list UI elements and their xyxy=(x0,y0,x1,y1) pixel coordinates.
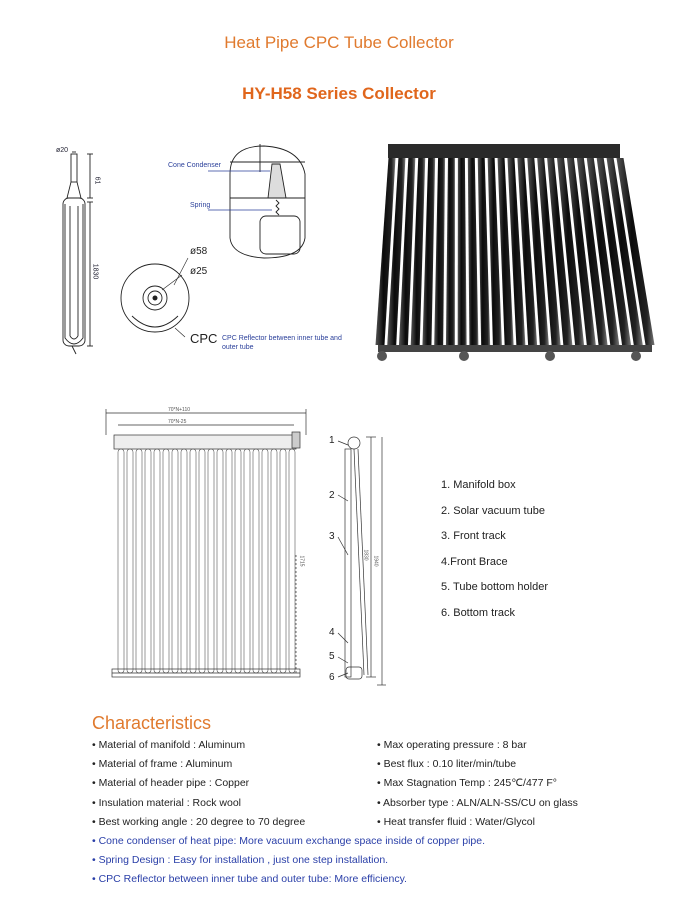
drawing-tube xyxy=(262,449,268,673)
list-item: • Material of manifold : Aluminum xyxy=(92,739,246,751)
drawing-tube xyxy=(118,449,124,673)
drawing-tube xyxy=(145,449,151,673)
label-cpc-desc: CPC Reflector between inner tube and outer tube xyxy=(222,335,342,351)
collector-assembly-drawing xyxy=(96,405,396,695)
dim-side-height-1: 1830 xyxy=(362,549,369,561)
collector-tube xyxy=(434,158,445,345)
callout-6: 6 xyxy=(329,672,335,683)
drawing-tube xyxy=(127,449,133,673)
note-item: • Cone condenser of heat pipe: More vacuum exchange space inside of copper pipe. xyxy=(92,835,486,847)
dim-front-height: 1715 xyxy=(298,555,305,567)
drawing-tube xyxy=(226,449,232,673)
drawing-tube xyxy=(163,449,169,673)
list-item: • Insulation material : Rock wool xyxy=(92,796,241,809)
drawing-tube xyxy=(181,449,187,673)
list-item: • Material of frame : Aluminum xyxy=(92,758,233,771)
callout-2: 2 xyxy=(329,490,335,501)
drawing-tube xyxy=(253,449,259,673)
dim-side-height-2: 1940 xyxy=(372,555,379,567)
collector-product-photo xyxy=(370,140,660,372)
page-subtitle: HY-H58 Series Collector xyxy=(242,84,436,103)
dim-inner-diameter: ø25 xyxy=(190,266,208,277)
dim-top-diameter: ø20 xyxy=(56,147,69,154)
list-item: • Max operating pressure : 8 bar xyxy=(377,739,527,751)
label-spring: Spring xyxy=(190,202,211,209)
drawing-tube xyxy=(172,449,178,673)
legend-item: 6. Bottom track xyxy=(441,606,515,619)
list-item: • Best flux : 0.10 liter/min/tube xyxy=(377,758,517,771)
legend-item: 3. Front track xyxy=(441,530,506,542)
characteristics-notes xyxy=(92,832,485,890)
drawing-tube xyxy=(199,449,205,673)
list-item: • Best working angle : 20 degree to 70 degree xyxy=(92,815,306,828)
collector-tube xyxy=(478,158,490,345)
legend-item: 5. Tube bottom holder xyxy=(441,581,549,593)
note-item: • CPC Reflector between inner tube and outer tube: More efficiency. xyxy=(92,873,407,886)
collector-tube xyxy=(458,158,467,345)
drawing-tube xyxy=(280,449,286,673)
drawing-tube xyxy=(190,449,196,673)
note-item: • Spring Design : Easy for installation , just one step installation. xyxy=(92,854,389,867)
collector-tube xyxy=(446,158,455,345)
callout-3: 3 xyxy=(329,531,335,542)
drawing-tube xyxy=(244,449,250,673)
collector-tube xyxy=(468,158,479,345)
characteristics-right-list xyxy=(377,736,578,832)
drawing-tube xyxy=(289,449,295,673)
callout-4: 4 xyxy=(329,627,335,638)
drawing-tube xyxy=(271,449,277,673)
characteristics-heading: Characteristics xyxy=(92,713,212,733)
drawing-tube xyxy=(208,449,214,673)
drawing-tube xyxy=(154,449,160,673)
drawing-tube xyxy=(217,449,223,673)
legend-item: 2. Solar vacuum tube xyxy=(441,504,545,517)
callout-1: 1 xyxy=(329,435,335,446)
list-item: • Heat transfer fluid : Water/Glycol xyxy=(377,815,535,828)
parts-legend xyxy=(441,478,548,631)
dim-outer-diameter: ø58 xyxy=(190,246,208,257)
dim-tube-length: 1830 xyxy=(91,263,99,280)
dim-head-length: 61 xyxy=(93,176,101,185)
label-cone-condenser: Cone Condenser xyxy=(168,162,221,169)
list-item: • Max Stagnation Temp : 245℃/477 F° xyxy=(377,777,557,790)
characteristics-left-list xyxy=(92,736,305,832)
drawing-tube xyxy=(136,449,142,673)
dim-outer-width: 70*N+110 xyxy=(168,407,191,413)
legend-item: 1. Manifold box xyxy=(441,479,516,491)
dim-inner-width: 70*N-25 xyxy=(168,419,187,425)
callout-5: 5 xyxy=(329,651,335,662)
legend-item: 4.Front Brace xyxy=(441,555,508,568)
page-title: Heat Pipe CPC Tube Collector xyxy=(224,33,454,52)
list-item: • Absorber type : ALN/ALN-SS/CU on glass xyxy=(377,796,578,809)
list-item: • Material of header pipe : Copper xyxy=(92,777,250,790)
label-cpc: CPC xyxy=(190,331,218,346)
drawing-tube xyxy=(235,449,241,673)
